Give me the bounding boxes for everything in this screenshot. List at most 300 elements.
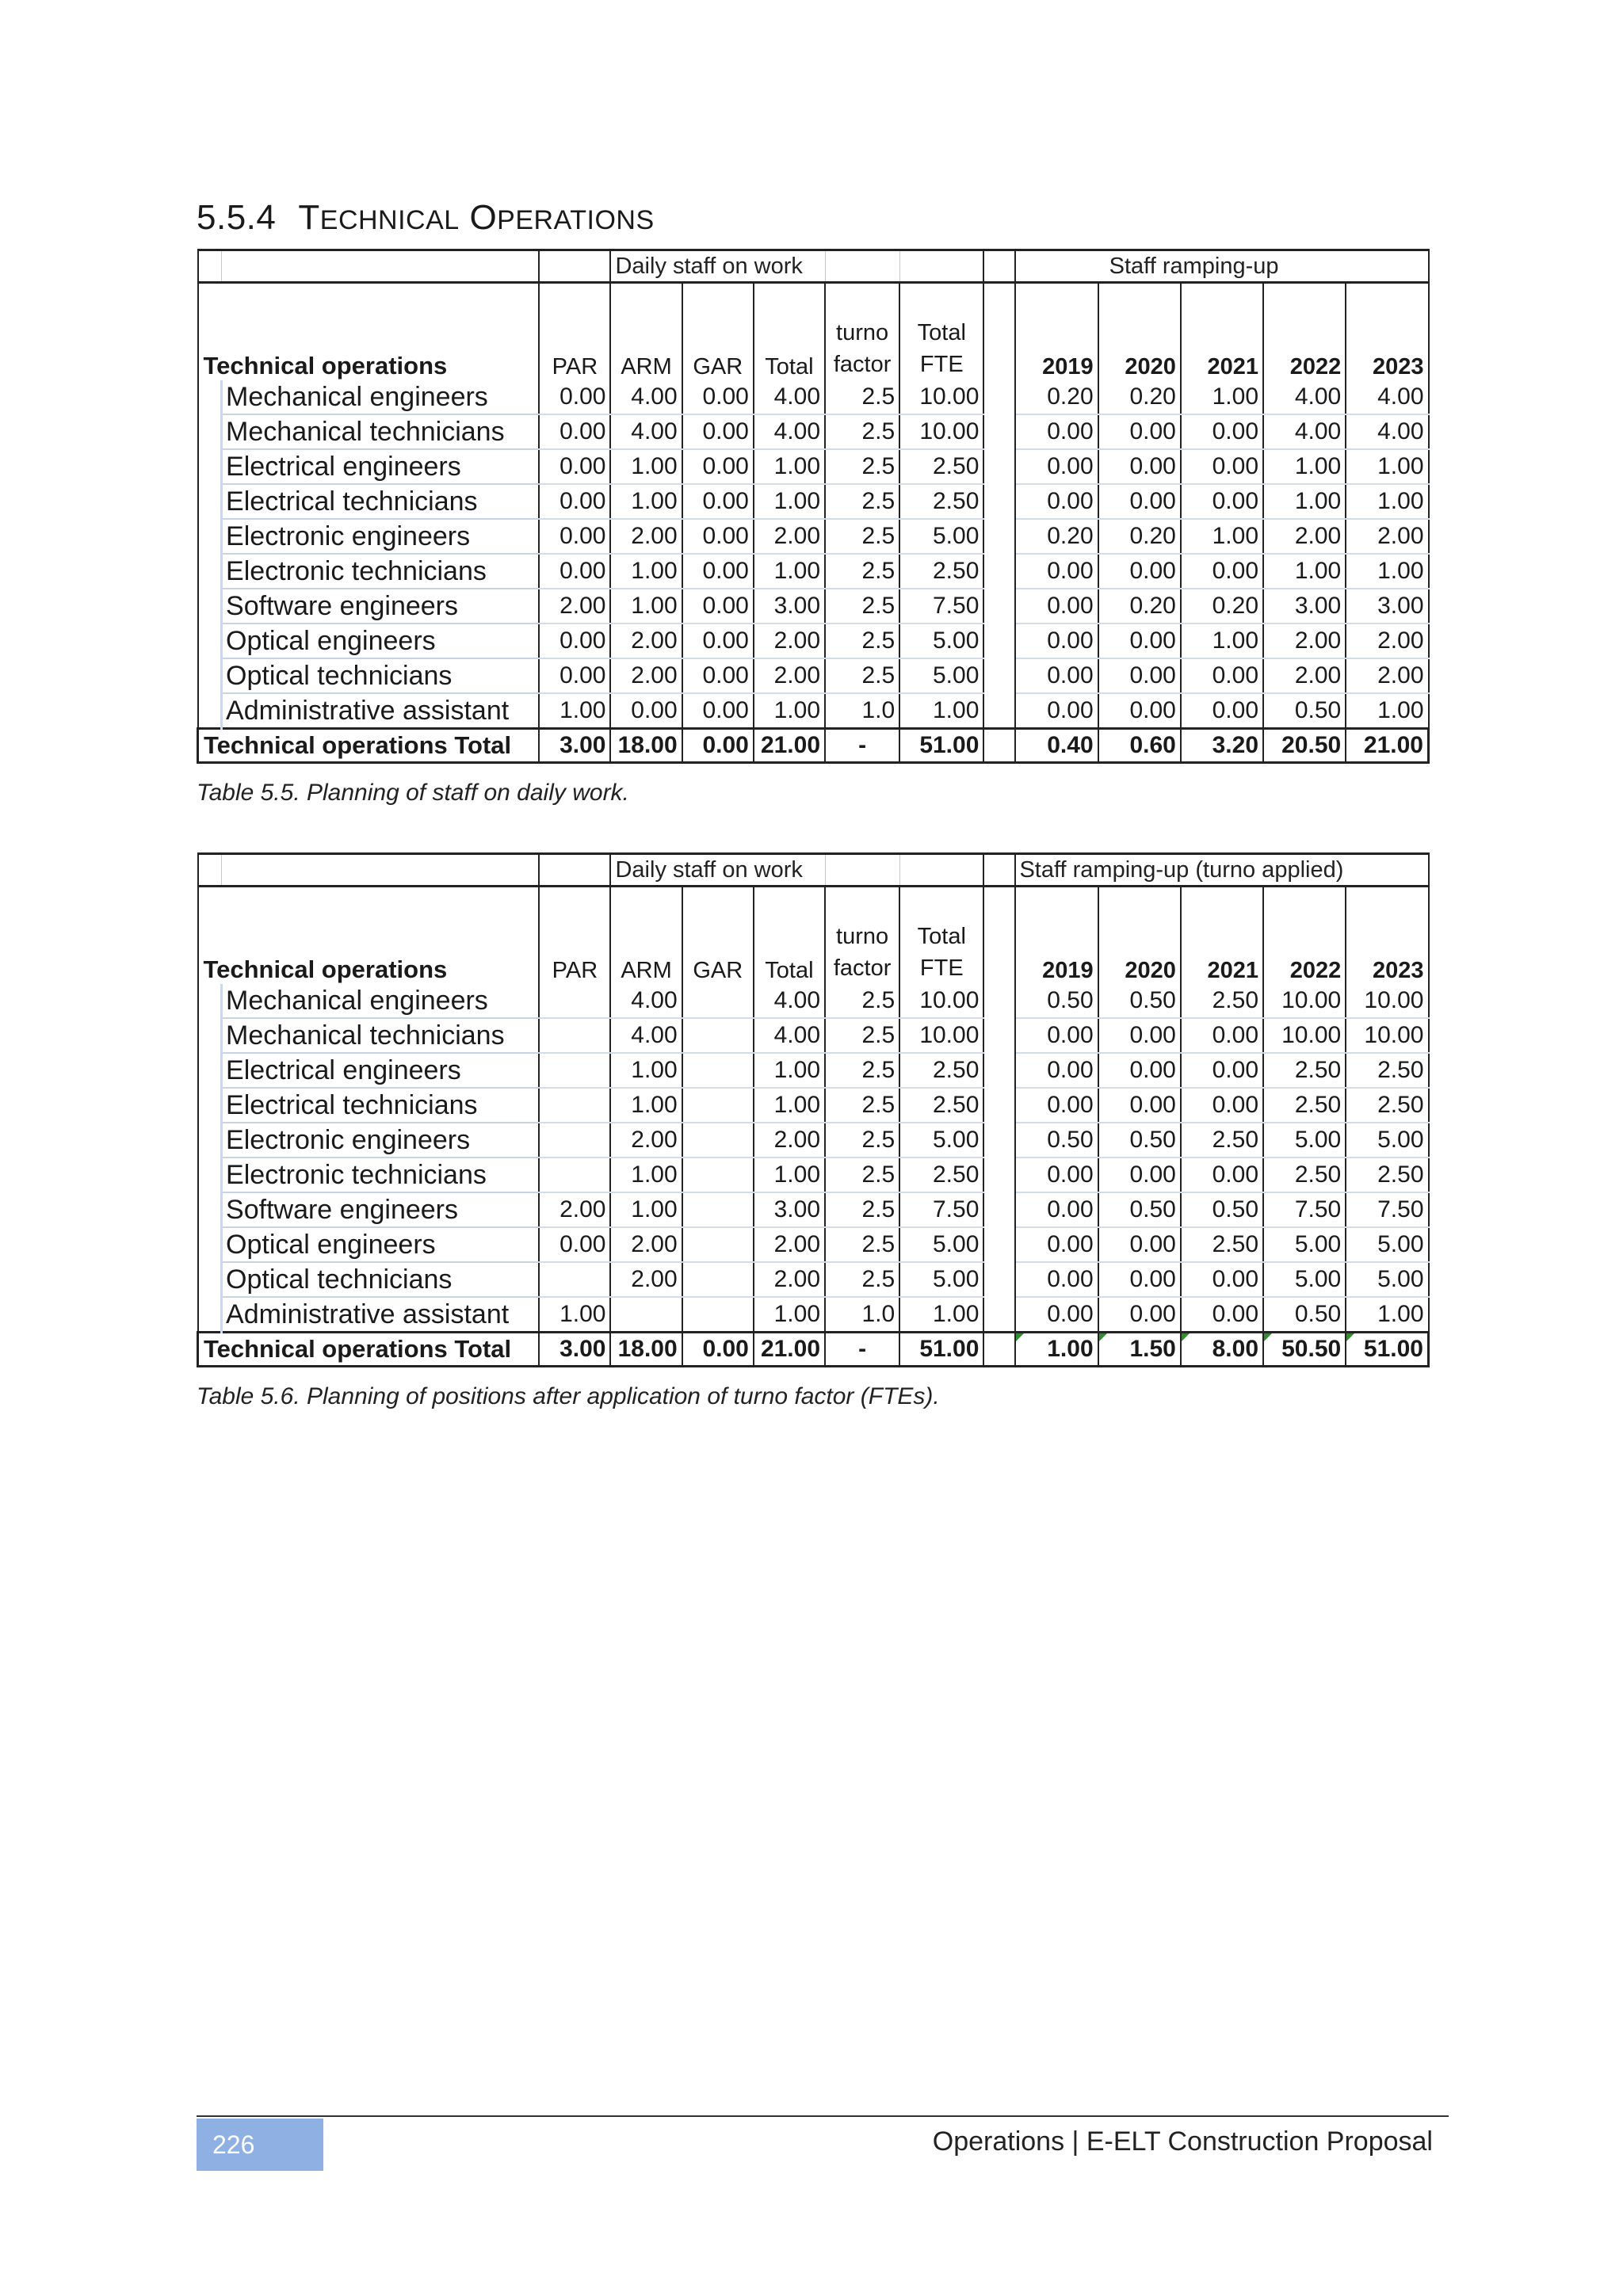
cell-gar [682, 1053, 754, 1088]
cell-total: 1.00 [754, 554, 825, 589]
total-cell: 0.40 [1015, 729, 1098, 763]
total-cell: 18.00 [610, 1333, 682, 1367]
cell-y2022: 2.50 [1263, 1088, 1346, 1123]
cell-total: 2.00 [754, 1227, 825, 1262]
cell-y2020: 0.20 [1098, 589, 1181, 624]
cell-gar: 0.00 [682, 449, 754, 484]
table-row [198, 519, 1429, 554]
group-daily-staff: Daily staff on work [610, 250, 825, 283]
cell-total: 2.00 [754, 1123, 825, 1158]
cell-par [539, 1262, 610, 1297]
cell-fte: 10.00 [899, 984, 983, 1018]
cell-fte: 5.00 [899, 519, 983, 554]
group-staff-ramping: Staff ramping-up (turno applied) [1015, 854, 1428, 887]
cell-arm [610, 1297, 682, 1333]
cell-y2019: 0.00 [1015, 1018, 1098, 1053]
cell-fte: 5.00 [899, 1262, 983, 1297]
cell-gar [682, 1192, 754, 1227]
column-header-row [198, 283, 1429, 381]
cell-par [539, 1018, 610, 1053]
cell-gar [682, 1018, 754, 1053]
cell-y2020: 0.00 [1098, 1158, 1181, 1192]
cell-total: 1.00 [754, 1158, 825, 1192]
cell-y2023: 4.00 [1346, 380, 1428, 414]
cell-gar [682, 1088, 754, 1123]
cell-arm: 1.00 [610, 589, 682, 624]
cell-y2023: 2.50 [1346, 1088, 1428, 1123]
total-cell: 21.00 [1346, 729, 1428, 763]
cell-gar: 0.00 [682, 658, 754, 693]
cell-y2019: 0.00 [1015, 1227, 1098, 1262]
cell-y2022: 0.50 [1263, 1297, 1346, 1333]
cell-fte: 7.50 [899, 589, 983, 624]
cell-turno: 2.5 [825, 1018, 899, 1053]
cell-y2020: 0.00 [1098, 449, 1181, 484]
cell-arm: 2.00 [610, 624, 682, 658]
cell-par [539, 1123, 610, 1158]
cell-gar: 0.00 [682, 589, 754, 624]
cell-fte: 5.00 [899, 624, 983, 658]
cell-turno: 1.0 [825, 693, 899, 729]
cell-y2022: 5.00 [1263, 1123, 1346, 1158]
cell-y2020: 0.20 [1098, 519, 1181, 554]
cell-y2021: 0.00 [1181, 1262, 1263, 1297]
cell-fte: 1.00 [899, 1297, 983, 1333]
cell-fte: 5.00 [899, 1227, 983, 1262]
header-year: 2022 [1263, 283, 1346, 381]
cell-gar: 0.00 [682, 693, 754, 729]
table-row [198, 449, 1429, 484]
cell-par: 0.00 [539, 554, 610, 589]
cell-y2021: 0.20 [1181, 589, 1263, 624]
footer-rule [197, 2115, 1449, 2117]
header-year: 2020 [1098, 283, 1181, 381]
cell-par [539, 1088, 610, 1123]
cell-y2019: 0.20 [1015, 380, 1098, 414]
total-cell: 3.00 [539, 729, 610, 763]
cell-par: 0.00 [539, 658, 610, 693]
total-cell: 51.00 [899, 729, 983, 763]
row-label: Electrical engineers [222, 1053, 540, 1088]
row-label: Mechanical engineers [222, 380, 540, 414]
cell-total: 3.00 [754, 1192, 825, 1227]
total-label: Technical operations Total [198, 729, 540, 763]
cell-y2019: 0.50 [1015, 1123, 1098, 1158]
cell-total: 1.00 [754, 1297, 825, 1333]
cell-total: 4.00 [754, 414, 825, 449]
cell-total: 1.00 [754, 1053, 825, 1088]
cell-y2019: 0.00 [1015, 1262, 1098, 1297]
cell-total: 2.00 [754, 624, 825, 658]
cell-y2022: 3.00 [1263, 589, 1346, 624]
cell-y2023: 2.00 [1346, 658, 1428, 693]
column-header-row [198, 887, 1429, 985]
row-label: Mechanical engineers [222, 984, 540, 1018]
row-label: Electronic technicians [222, 554, 540, 589]
cell-turno: 2.5 [825, 624, 899, 658]
group-daily-staff: Daily staff on work [610, 854, 825, 887]
cell-y2021: 0.00 [1181, 1088, 1263, 1123]
cell-par: 0.00 [539, 1227, 610, 1262]
cell-arm: 2.00 [610, 658, 682, 693]
cell-par: 2.00 [539, 1192, 610, 1227]
cell-arm: 2.00 [610, 1227, 682, 1262]
row-label: Optical technicians [222, 658, 540, 693]
cell-fte: 2.50 [899, 1158, 983, 1192]
cell-y2022: 2.00 [1263, 658, 1346, 693]
table-row [198, 1297, 1429, 1333]
cell-y2023: 2.00 [1346, 519, 1428, 554]
cell-fte: 5.00 [899, 658, 983, 693]
cell-turno: 2.5 [825, 1158, 899, 1192]
table-row [198, 380, 1429, 414]
cell-total: 1.00 [754, 484, 825, 519]
table-row [198, 984, 1429, 1018]
cell-turno: 2.5 [825, 554, 899, 589]
cell-turno: 2.5 [825, 1088, 899, 1123]
table-row [198, 1227, 1429, 1262]
cell-y2022: 1.00 [1263, 554, 1346, 589]
cell-y2020: 0.00 [1098, 1227, 1181, 1262]
header-year: 2020 [1098, 887, 1181, 985]
cell-y2020: 0.00 [1098, 693, 1181, 729]
cell-arm: 1.00 [610, 1158, 682, 1192]
cell-y2021: 0.00 [1181, 449, 1263, 484]
row-label: Electronic engineers [222, 1123, 540, 1158]
total-cell: 1.50 [1098, 1333, 1181, 1367]
cell-gar: 0.00 [682, 484, 754, 519]
cell-arm: 4.00 [610, 984, 682, 1018]
cell-turno: 2.5 [825, 984, 899, 1018]
group-header-row [198, 854, 1429, 887]
cell-arm: 2.00 [610, 1262, 682, 1297]
cell-y2022: 4.00 [1263, 414, 1346, 449]
header-arm: ARM [610, 283, 682, 381]
cell-total: 1.00 [754, 1088, 825, 1123]
cell-y2020: 0.00 [1098, 554, 1181, 589]
cell-y2022: 0.50 [1263, 693, 1346, 729]
cell-y2022: 4.00 [1263, 380, 1346, 414]
cell-arm: 1.00 [610, 1192, 682, 1227]
cell-y2021: 0.00 [1181, 484, 1263, 519]
row-label: Mechanical technicians [222, 414, 540, 449]
positions-turno-table [197, 852, 1430, 1367]
cell-fte: 2.50 [899, 1053, 983, 1088]
table-row [198, 1123, 1429, 1158]
cell-y2021: 2.50 [1181, 1227, 1263, 1262]
row-label: Electronic technicians [222, 1158, 540, 1192]
cell-y2023: 1.00 [1346, 449, 1428, 484]
table-row [198, 658, 1429, 693]
staff-daily-work-table [197, 249, 1430, 764]
header-technical-operations: Technical operations [198, 887, 540, 985]
cell-turno: 2.5 [825, 484, 899, 519]
cell-par [539, 1158, 610, 1192]
row-label: Electrical engineers [222, 449, 540, 484]
cell-y2023: 1.00 [1346, 484, 1428, 519]
total-cell: 21.00 [754, 729, 825, 763]
total-cell: 50.50 [1263, 1333, 1346, 1367]
cell-y2020: 0.00 [1098, 624, 1181, 658]
cell-y2019: 0.00 [1015, 1053, 1098, 1088]
cell-gar [682, 1158, 754, 1192]
cell-y2022: 5.00 [1263, 1227, 1346, 1262]
cell-fte: 2.50 [899, 449, 983, 484]
cell-y2023: 3.00 [1346, 589, 1428, 624]
cell-par: 0.00 [539, 449, 610, 484]
cell-par [539, 984, 610, 1018]
page-number: 226 [197, 2119, 323, 2171]
cell-y2022: 2.00 [1263, 519, 1346, 554]
total-cell: 51.00 [899, 1333, 983, 1367]
table-row [198, 1018, 1429, 1053]
cell-fte: 10.00 [899, 414, 983, 449]
cell-y2020: 0.00 [1098, 1018, 1181, 1053]
cell-y2021: 2.50 [1181, 1123, 1263, 1158]
cell-arm: 2.00 [610, 1123, 682, 1158]
header-total: Total [754, 283, 825, 381]
cell-gar [682, 1262, 754, 1297]
cell-par: 0.00 [539, 624, 610, 658]
header-year: 2021 [1181, 283, 1263, 381]
cell-y2021: 0.00 [1181, 693, 1263, 729]
cell-par: 0.00 [539, 519, 610, 554]
cell-y2019: 0.00 [1015, 693, 1098, 729]
cell-y2023: 1.00 [1346, 1297, 1428, 1333]
header-technical-operations: Technical operations [198, 283, 540, 381]
table-row [198, 589, 1429, 624]
cell-y2022: 2.50 [1263, 1158, 1346, 1192]
cell-par: 0.00 [539, 380, 610, 414]
cell-y2020: 0.50 [1098, 984, 1181, 1018]
cell-fte: 10.00 [899, 1018, 983, 1053]
cell-arm: 4.00 [610, 1018, 682, 1053]
cell-y2021: 0.00 [1181, 1297, 1263, 1333]
cell-y2019: 0.00 [1015, 1158, 1098, 1192]
header-year: 2021 [1181, 887, 1263, 985]
cell-y2019: 0.00 [1015, 1192, 1098, 1227]
cell-fte: 2.50 [899, 1088, 983, 1123]
cell-par: 1.00 [539, 1297, 610, 1333]
cell-y2023: 5.00 [1346, 1227, 1428, 1262]
cell-turno: 2.5 [825, 1262, 899, 1297]
section-number: 5.5.4 [197, 198, 277, 237]
cell-gar: 0.00 [682, 554, 754, 589]
cell-arm: 1.00 [610, 449, 682, 484]
cell-arm: 2.00 [610, 519, 682, 554]
row-label: Administrative assistant [222, 693, 540, 729]
cell-y2020: 0.00 [1098, 1297, 1181, 1333]
table-row [198, 1192, 1429, 1227]
cell-total: 4.00 [754, 1018, 825, 1053]
table-row [198, 484, 1429, 519]
cell-y2020: 0.00 [1098, 1053, 1181, 1088]
cell-total: 1.00 [754, 693, 825, 729]
header-year: 2023 [1346, 887, 1428, 985]
cell-turno: 2.5 [825, 1192, 899, 1227]
cell-y2020: 0.00 [1098, 484, 1181, 519]
cell-y2022: 7.50 [1263, 1192, 1346, 1227]
cell-gar [682, 1227, 754, 1262]
header-year: 2019 [1015, 887, 1098, 985]
cell-total: 2.00 [754, 658, 825, 693]
cell-arm: 1.00 [610, 1088, 682, 1123]
cell-y2020: 0.20 [1098, 380, 1181, 414]
total-cell: 0.60 [1098, 729, 1181, 763]
cell-arm: 1.00 [610, 1053, 682, 1088]
cell-y2022: 2.50 [1263, 1053, 1346, 1088]
cell-y2019: 0.20 [1015, 519, 1098, 554]
cell-total: 3.00 [754, 589, 825, 624]
cell-y2021: 0.50 [1181, 1192, 1263, 1227]
header-total-fte: Total FTE [899, 887, 983, 985]
total-cell: 21.00 [754, 1333, 825, 1367]
cell-y2021: 0.00 [1181, 1018, 1263, 1053]
header-arm: ARM [610, 887, 682, 985]
total-cell: 0.00 [682, 1333, 754, 1367]
cell-y2021: 0.00 [1181, 414, 1263, 449]
total-row [198, 1333, 1429, 1367]
cell-y2022: 2.00 [1263, 624, 1346, 658]
total-cell: 3.20 [1181, 729, 1263, 763]
cell-y2023: 1.00 [1346, 554, 1428, 589]
cell-par [539, 1053, 610, 1088]
cell-turno: 2.5 [825, 658, 899, 693]
cell-fte: 2.50 [899, 554, 983, 589]
cell-y2019: 0.00 [1015, 554, 1098, 589]
cell-y2020: 0.00 [1098, 1088, 1181, 1123]
table-caption: Table 5.6. Planning of positions after application of turno factor (FTEs). [197, 1383, 940, 1409]
header-par: PAR [539, 887, 610, 985]
row-label: Mechanical technicians [222, 1018, 540, 1053]
cell-y2023: 5.00 [1346, 1123, 1428, 1158]
cell-y2021: 0.00 [1181, 554, 1263, 589]
total-cell: 51.00 [1346, 1333, 1428, 1367]
cell-y2023: 10.00 [1346, 1018, 1428, 1053]
cell-fte: 1.00 [899, 693, 983, 729]
cell-y2020: 0.00 [1098, 1262, 1181, 1297]
cell-par: 0.00 [539, 484, 610, 519]
table-row [198, 1158, 1429, 1192]
cell-y2020: 0.50 [1098, 1123, 1181, 1158]
cell-turno: 2.5 [825, 589, 899, 624]
cell-y2021: 1.00 [1181, 380, 1263, 414]
table-row [198, 624, 1429, 658]
cell-gar [682, 984, 754, 1018]
table-caption: Table 5.5. Planning of staff on daily work. [197, 780, 629, 806]
cell-y2023: 2.50 [1346, 1053, 1428, 1088]
header-year: 2023 [1346, 283, 1428, 381]
section-heading: 5.5.4 TECHNICAL OPERATIONS [197, 198, 655, 237]
cell-total: 1.00 [754, 449, 825, 484]
header-par: PAR [539, 283, 610, 381]
cell-turno: 2.5 [825, 1123, 899, 1158]
row-label: Optical engineers [222, 1227, 540, 1262]
header-total: Total [754, 887, 825, 985]
row-label: Software engineers [222, 1192, 540, 1227]
table-row [198, 554, 1429, 589]
cell-y2022: 1.00 [1263, 484, 1346, 519]
cell-y2021: 0.00 [1181, 1053, 1263, 1088]
group-header-row [198, 250, 1429, 283]
header-year: 2022 [1263, 887, 1346, 985]
cell-turno: 1.0 [825, 1297, 899, 1333]
table-row [198, 1053, 1429, 1088]
cell-y2023: 4.00 [1346, 414, 1428, 449]
cell-y2019: 0.00 [1015, 1088, 1098, 1123]
cell-y2019: 0.50 [1015, 984, 1098, 1018]
cell-arm: 1.00 [610, 554, 682, 589]
cell-y2019: 0.00 [1015, 484, 1098, 519]
row-label: Administrative assistant [222, 1297, 540, 1333]
total-cell: 20.50 [1263, 729, 1346, 763]
cell-par: 1.00 [539, 693, 610, 729]
cell-y2021: 1.00 [1181, 519, 1263, 554]
cell-y2023: 2.50 [1346, 1158, 1428, 1192]
cell-arm: 0.00 [610, 693, 682, 729]
cell-turno: 2.5 [825, 1227, 899, 1262]
cell-y2023: 2.00 [1346, 624, 1428, 658]
cell-y2023: 7.50 [1346, 1192, 1428, 1227]
cell-turno: 2.5 [825, 519, 899, 554]
footer-title: Operations | E-ELT Construction Proposal [932, 2126, 1433, 2157]
cell-total: 4.00 [754, 380, 825, 414]
row-label: Software engineers [222, 589, 540, 624]
cell-total: 2.00 [754, 519, 825, 554]
cell-arm: 4.00 [610, 414, 682, 449]
cell-y2021: 2.50 [1181, 984, 1263, 1018]
cell-y2019: 0.00 [1015, 449, 1098, 484]
cell-par: 0.00 [539, 414, 610, 449]
cell-y2019: 0.00 [1015, 1297, 1098, 1333]
cell-y2019: 0.00 [1015, 624, 1098, 658]
total-cell: - [825, 1333, 899, 1367]
cell-y2022: 10.00 [1263, 984, 1346, 1018]
header-gar: GAR [682, 283, 754, 381]
cell-turno: 2.5 [825, 414, 899, 449]
total-cell: 8.00 [1181, 1333, 1263, 1367]
table-row [198, 414, 1429, 449]
cell-arm: 4.00 [610, 380, 682, 414]
header-turno-factor: turno factor [825, 887, 899, 985]
table-row [198, 1262, 1429, 1297]
cell-y2020: 0.00 [1098, 414, 1181, 449]
total-cell: 18.00 [610, 729, 682, 763]
cell-gar: 0.00 [682, 380, 754, 414]
cell-y2020: 0.00 [1098, 658, 1181, 693]
cell-y2019: 0.00 [1015, 589, 1098, 624]
table-row [198, 1088, 1429, 1123]
row-label: Electrical technicians [222, 1088, 540, 1123]
table-row [198, 693, 1429, 729]
cell-gar: 0.00 [682, 414, 754, 449]
cell-y2019: 0.00 [1015, 414, 1098, 449]
header-turno-factor: turno factor [825, 283, 899, 381]
total-label: Technical operations Total [198, 1333, 540, 1367]
group-staff-ramping: Staff ramping-up [1098, 250, 1346, 283]
cell-par: 2.00 [539, 589, 610, 624]
cell-y2022: 5.00 [1263, 1262, 1346, 1297]
cell-total: 4.00 [754, 984, 825, 1018]
cell-turno: 2.5 [825, 1053, 899, 1088]
cell-fte: 10.00 [899, 380, 983, 414]
cell-gar: 0.00 [682, 624, 754, 658]
total-cell: 3.00 [539, 1333, 610, 1367]
cell-turno: 2.5 [825, 380, 899, 414]
header-gar: GAR [682, 887, 754, 985]
cell-fte: 2.50 [899, 484, 983, 519]
total-cell: 1.00 [1015, 1333, 1098, 1367]
